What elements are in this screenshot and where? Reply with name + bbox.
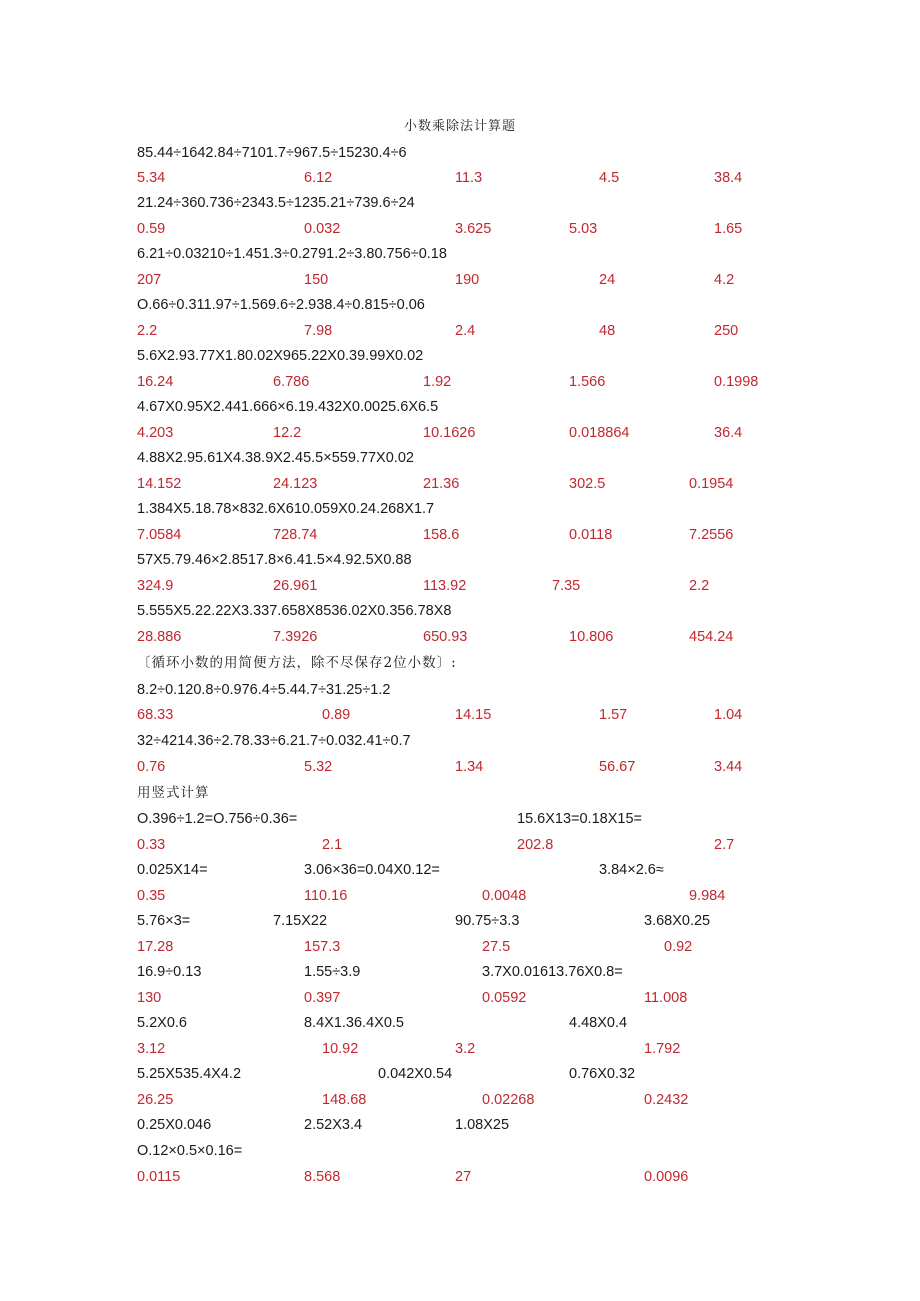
problem-line: [0, 396, 920, 418]
answer-value: 190: [455, 272, 480, 288]
answer-value: 2.1: [322, 837, 343, 853]
answer-value: 2.2: [689, 578, 710, 594]
answer-value: 10.1626: [423, 425, 476, 441]
answer-value: 0.0115: [137, 1169, 181, 1185]
page-title: 小数乘除法计算题: [403, 119, 516, 134]
problem-line: [0, 447, 920, 469]
answer-value: 26.25: [137, 1092, 174, 1108]
answer-value: 0.89: [322, 707, 351, 723]
problem-text: 3.84×2.6≈: [599, 862, 664, 878]
answer-line: [0, 626, 920, 648]
section-heading: [0, 782, 920, 804]
answer-value: 8.568: [304, 1169, 341, 1185]
answer-value: 110.16: [304, 888, 348, 904]
problem-text: 0.025X14=: [137, 862, 208, 878]
problem-text: O.66÷0.311.97÷1.569.6÷2.938.4÷0.815÷0.06: [137, 297, 425, 313]
problem-text: 2.52X3.4: [304, 1117, 363, 1133]
problem-text: 16.9÷0.13: [137, 964, 202, 980]
answer-line: [0, 167, 920, 189]
problem-text: 21.24÷360.736÷2343.5÷1235.21÷739.6÷24: [137, 195, 415, 211]
answer-value: 0.0118: [569, 527, 613, 543]
answer-value: 728.74: [273, 527, 318, 543]
answer-value: 3.12: [137, 1041, 166, 1057]
answer-line: [0, 987, 920, 1009]
problem-text: 1.08X25: [455, 1117, 510, 1133]
problem-line: [0, 498, 920, 520]
answer-value: 1.792: [644, 1041, 681, 1057]
answer-value: 4.203: [137, 425, 174, 441]
problem-line: [0, 1140, 920, 1162]
problem-line: [0, 345, 920, 367]
answer-value: 21.36: [423, 476, 460, 492]
problem-text: 4.48X0.4: [569, 1015, 628, 1031]
answer-value: 4.5: [599, 170, 620, 186]
problem-text: O.12×0.5×0.16=: [137, 1143, 243, 1159]
answer-value: 16.24: [137, 374, 174, 390]
answer-value: 157.3: [304, 939, 341, 955]
problem-text: 32÷4214.36÷2.78.33÷6.21.7÷0.032.41÷0.7: [137, 733, 411, 749]
answer-value: 148.68: [322, 1092, 367, 1108]
answer-value: 454.24: [689, 629, 734, 645]
answer-value: 150: [304, 272, 329, 288]
answer-value: 5.32: [304, 759, 333, 775]
answer-value: 12.2: [273, 425, 302, 441]
answer-value: 11.3: [455, 170, 483, 186]
answer-value: 7.98: [304, 323, 333, 339]
note-text: 〔循环小数的用简便方法，除不尽保存2位小数〕:: [137, 655, 457, 671]
problem-line: [0, 859, 920, 881]
answer-value: 130: [137, 990, 162, 1006]
answer-value: 5.03: [569, 221, 598, 237]
answer-value: 24.123: [273, 476, 318, 492]
answer-value: 7.3926: [273, 629, 318, 645]
answer-value: 324.9: [137, 578, 174, 594]
problem-text: 0.25X0.046: [137, 1117, 212, 1133]
problem-text: 5.76×3=: [137, 913, 191, 929]
answer-value: 3.2: [455, 1041, 476, 1057]
answer-value: 0.33: [137, 837, 166, 853]
problem-line: [0, 243, 920, 265]
answer-value: 113.92: [423, 578, 467, 594]
answer-line: [0, 756, 920, 778]
problem-text: 5.6X2.93.77X1.80.02X965.22X0.39.99X0.02: [137, 348, 424, 364]
answer-value: 0.0096: [644, 1169, 689, 1185]
answer-line: [0, 218, 920, 240]
answer-value: 0.2432: [644, 1092, 689, 1108]
answer-value: 0.76: [137, 759, 166, 775]
problem-text: 85.44÷1642.84÷7101.7÷967.5÷15230.4÷6: [137, 145, 407, 161]
answer-value: 3.625: [455, 221, 492, 237]
answer-value: 28.886: [137, 629, 182, 645]
answer-value: 1.57: [599, 707, 628, 723]
answer-value: 3.44: [714, 759, 743, 775]
answer-value: 11.008: [644, 990, 688, 1006]
answer-line: [0, 524, 920, 546]
answer-value: 0.1954: [689, 476, 734, 492]
answer-value: 0.35: [137, 888, 166, 904]
answer-value: 1.92: [423, 374, 452, 390]
answer-value: 5.34: [137, 170, 166, 186]
answer-value: 0.0592: [482, 990, 527, 1006]
answer-value: 27: [455, 1169, 472, 1185]
answer-value: 2.7: [714, 837, 735, 853]
problem-text: 8.4X1.36.4X0.5: [304, 1015, 404, 1031]
answer-value: 4.2: [714, 272, 735, 288]
answer-line: [0, 320, 920, 342]
answer-value: 2.2: [137, 323, 158, 339]
answer-line: [0, 834, 920, 856]
answer-value: 0.59: [137, 221, 166, 237]
problem-line: [0, 600, 920, 622]
problem-line: [0, 1114, 920, 1136]
answer-value: 0.02268: [482, 1092, 535, 1108]
problem-text: 5.25X535.4X4.2: [137, 1066, 242, 1082]
answer-value: 1.566: [569, 374, 606, 390]
problem-text: 4.67X0.95X2.441.666×6.19.432X0.0025.6X6.5: [137, 399, 439, 415]
answer-line: [0, 575, 920, 597]
answer-value: 302.5: [569, 476, 606, 492]
answer-value: 7.35: [552, 578, 581, 594]
problem-text: 15.6X13=0.18X15=: [517, 811, 642, 827]
problem-text: 5.555X5.22.22X3.337.658X8536.02X0.356.78X8: [137, 603, 452, 619]
answer-line: [0, 936, 920, 958]
problem-text: 0.042X0.54: [378, 1066, 453, 1082]
answer-value: 36.4: [714, 425, 743, 441]
problem-text: 3.7X0.01613.76X0.8=: [482, 964, 623, 980]
answer-value: 17.28: [137, 939, 174, 955]
answer-value: 6.786: [273, 374, 310, 390]
problem-line: [0, 549, 920, 571]
answer-value: 158.6: [423, 527, 460, 543]
answer-value: 250: [714, 323, 739, 339]
problem-text: 7.15X22: [273, 913, 328, 929]
problem-text: 57X5.79.46×2.8517.8×6.41.5×4.92.5X0.88: [137, 552, 412, 568]
answer-value: 14.15: [455, 707, 492, 723]
answer-line: [0, 473, 920, 495]
answer-line: [0, 885, 920, 907]
problem-text: 90.75÷3.3: [455, 913, 520, 929]
answer-value: 24: [599, 272, 616, 288]
answer-value: 0.032: [304, 221, 341, 237]
problem-line: [0, 1012, 920, 1034]
problem-line: [0, 1063, 920, 1085]
answer-value: 1.65: [714, 221, 743, 237]
problem-line: [0, 142, 920, 164]
answer-value: 26.961: [273, 578, 318, 594]
problem-text: O.396÷1.2=O.756÷0.36=: [137, 811, 298, 827]
problem-line: [0, 679, 920, 701]
problem-line: [0, 910, 920, 932]
instruction-note: [0, 652, 920, 674]
problem-line: [0, 294, 920, 316]
answer-value: 7.2556: [689, 527, 734, 543]
problem-line: [0, 730, 920, 752]
answer-line: [0, 1089, 920, 1111]
answer-line: [0, 269, 920, 291]
problem-text: 1.384X5.18.78×832.6X610.059X0.24.268X1.7: [137, 501, 435, 517]
answer-line: [0, 1166, 920, 1188]
answer-value: 14.152: [137, 476, 182, 492]
answer-value: 38.4: [714, 170, 743, 186]
problem-text: 4.88X2.95.61X4.38.9X2.45.5×559.77X0.02: [137, 450, 414, 466]
answer-line: [0, 371, 920, 393]
answer-value: 0.018864: [569, 425, 630, 441]
answer-value: 9.984: [689, 888, 726, 904]
answer-value: 202.8: [517, 837, 554, 853]
answer-value: 1.04: [714, 707, 743, 723]
answer-value: 56.67: [599, 759, 636, 775]
problem-text: 6.21÷0.03210÷1.451.3÷0.2791.2÷3.80.756÷0.18: [137, 246, 447, 262]
answer-value: 650.93: [423, 629, 468, 645]
problem-line: [0, 808, 920, 830]
problem-text: 0.76X0.32: [569, 1066, 636, 1082]
problem-text: 3.06×36=0.04X0.12=: [304, 862, 440, 878]
answer-value: 10.92: [322, 1041, 359, 1057]
answer-value: 6.12: [304, 170, 333, 186]
answer-value: 2.4: [455, 323, 476, 339]
heading-text: 用竖式计算: [137, 785, 210, 801]
answer-value: 68.33: [137, 707, 174, 723]
problem-text: 1.55÷3.9: [304, 964, 361, 980]
problem-line: [0, 961, 920, 983]
answer-value: 1.34: [455, 759, 484, 775]
answer-value: 48: [599, 323, 616, 339]
answer-line: [0, 704, 920, 726]
problem-line: [0, 192, 920, 214]
answer-value: 0.0048: [482, 888, 527, 904]
answer-value: 207: [137, 272, 162, 288]
problem-text: 3.68X0.25: [644, 913, 711, 929]
answer-value: 0.1998: [714, 374, 759, 390]
answer-value: 0.92: [664, 939, 693, 955]
problem-text: 8.2÷0.120.8÷0.976.4÷5.44.7÷31.25÷1.2: [137, 682, 391, 698]
answer-line: [0, 1038, 920, 1060]
answer-line: [0, 422, 920, 444]
answer-value: 27.5: [482, 939, 511, 955]
answer-value: 0.397: [304, 990, 341, 1006]
answer-value: 10.806: [569, 629, 614, 645]
answer-value: 7.0584: [137, 527, 182, 543]
problem-text: 5.2X0.6: [137, 1015, 187, 1031]
